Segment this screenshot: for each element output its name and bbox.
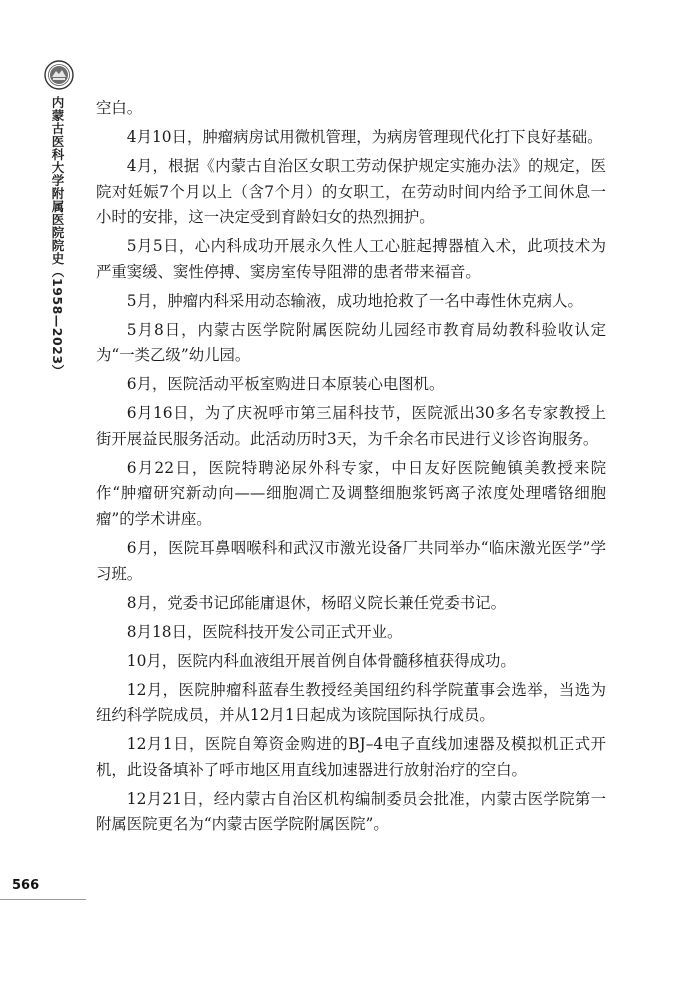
paragraph: 10月，医院内科血液组开展首例自体骨髓移植获得成功。 (126, 651, 516, 670)
paragraph: 5月，肿瘤内科采用动态输液，成功地抢救了一名中毒性休克病人。 (126, 291, 583, 310)
university-emblem-icon (44, 60, 74, 90)
page-number: 566 (12, 878, 40, 893)
paragraph: 6月22日，医院特聘泌尿外科专家，中日友好医院鲍镇美教授来院作“肿瘤研究新动向——细胞凋亡及调整细胞浆钙离子浓度处理嗜铬细胞瘤”的学术讲座。 (96, 458, 606, 529)
paragraph: 6月，医院活动平板室购进日本原装心电图机。 (126, 375, 445, 394)
paragraph: 5月8日，内蒙古医学院附属医院幼儿园经市教育局幼教科验收认定为“一类乙级”幼儿园。 (96, 320, 606, 365)
page-number-rule (0, 899, 86, 900)
paragraph: 12月21日，经内蒙古自治区机构编制委员会批准，内蒙古医学院第一附属医院更名为“内蒙古医学院附属医院”。 (96, 789, 606, 834)
running-header-book-title: 内蒙古医科大学附属医院院史（1958—2023） (50, 96, 65, 378)
paragraph: 8月18日，医院科技开发公司正式开业。 (126, 622, 403, 641)
paragraph: 6月16日，为了庆祝呼市第三届科技节，医院派出30多名专家教授上街开展益民服务活动。此活动历时3天，为千余名市民进行义诊咨询服务。 (96, 404, 606, 448)
paragraph: 6月，医院耳鼻咽喉科和武汉市激光设备厂共同举办“临床激光医学”学习班。 (96, 539, 606, 583)
paragraph: 4月10日，肿瘤病房试用微机管理，为病房管理现代化打下良好基础。 (126, 127, 603, 146)
paragraph: 8月，党委书记邱能庸退休，杨昭义院长兼任党委书记。 (126, 593, 506, 612)
paragraph: 12月1日，医院自筹资金购进的BJ–4电子直线加速器及模拟机正式开机，此设备填补了呼市地区用直线加速器进行放射治疗的空白。 (96, 735, 606, 779)
page-margin (0, 0, 86, 983)
main-text (96, 96, 606, 841)
paragraph: 4月，根据《内蒙古自治区女职工劳动保护规定实施办法》的规定，医院对妊娠7个月以上（含7个月）的女职工，在劳动时间内给予工间休息一小时的安排，这一决定受到育龄妇女的热烈拥护。 (96, 156, 606, 227)
paragraph: 空白。 (96, 99, 143, 117)
paragraph: 12月，医院肿瘤科蓝春生教授经美国纽约科学院董事会选举，当选为纽约科学院成员，并从12月1日起成为该院国际执行成员。 (96, 680, 606, 725)
paragraph: 5月5日，心内科成功开展永久性人工心脏起搏器植入术，此项技术为严重窦缓、窦性停搏、窦房室传导阻滞的患者带来福音。 (96, 237, 606, 281)
